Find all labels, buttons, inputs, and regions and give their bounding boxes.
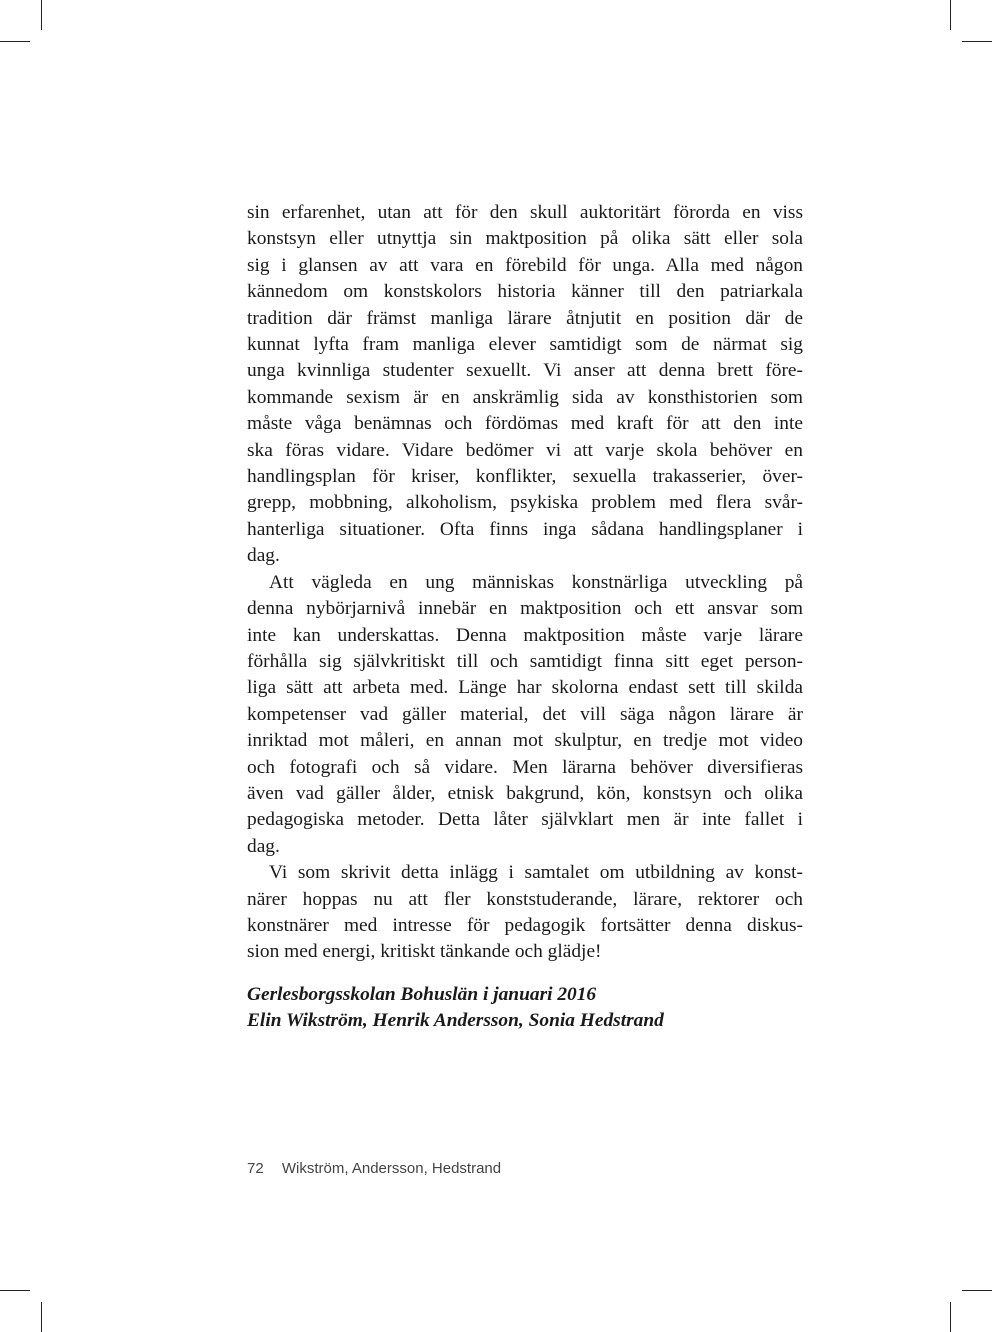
paragraph-2 [247,570,803,860]
text-line: konstsyn eller utnyttja sin maktposition på olika sätt eller sola [247,228,803,250]
running-head: Wikström, Andersson, Hedstrand [281,1160,502,1177]
text-line: sig i glansen av att vara en förebild för unga. Alla med någon [247,254,803,276]
text-line: kunnat lyfta fram manliga elever samtidigt som de närmat sig [247,334,803,356]
text-line: dag. [247,545,280,567]
page-footer [247,1160,501,1177]
paragraph-3 [247,860,803,966]
text-line: kännedom om konstskolors historia känner till den patriarkala [247,281,803,303]
text-line: ska föras vidare. Vidare bedömer vi att varje skola behöver en [247,439,803,461]
text-line: Vi som skrivit detta inlägg i samtalet om utbildning av konst- [269,862,803,884]
paragraph-1 [247,200,803,570]
text-line: även vad gäller ålder, etnisk bakgrund, kön, konstsyn och olika [247,782,803,804]
text-line: grepp, mobbning, alkoholism, psykiska problem med flera svår- [247,492,803,514]
text-line: kompetenser vad gäller material, det vill säga någon lärare är [247,703,803,725]
text-line: tradition där främst manliga lärare åtnjutit en position där de [247,307,803,329]
text-line: och fotografi och så vidare. Men lärarna behöver diversifieras [247,756,803,778]
text-line: unga kvinnliga studenter sexuellt. Vi anser att denna brett före- [247,360,803,382]
crop-mark-top-right-horizontal [962,41,992,42]
signature-place-date: Gerlesborgsskolan Bohuslän i januari 2016 [247,984,597,1005]
text-line: denna nybörjarnivå innebär en maktposition och ett ansvar som [247,598,803,620]
text-line: förhålla sig självkritiskt till och samtidigt finna sitt eget person- [247,650,803,672]
text-line: inriktad mot måleri, en annan mot skulptur, en tredje mot video [247,730,803,752]
crop-mark-bottom-right-vertical [950,1302,951,1332]
text-line: liga sätt att arbeta med. Länge har skolorna endast sett till skilda [247,677,803,699]
text-line: närer hoppas nu att fler konststuderande, lärare, rektorer och [247,888,803,910]
text-line: kommande sexism är en anskrämlig sida av konsthistorien som [247,386,803,408]
text-line: pedagogiska metoder. Detta låter självklart men är inte fallet i [247,809,803,831]
text-line: hanterliga situationer. Ofta finns inga sådana handlingsplaner i [247,518,803,540]
text-line: inte kan underskattas. Denna maktposition måste varje lärare [247,624,803,646]
text-line: måste våga benämnas och fördömas med kraft för att den inte [247,413,803,435]
text-line: handlingsplan för kriser, konflikter, sexuella trakasserier, över- [247,466,803,488]
text-line: sion med energi, kritiskt tänkande och glädje! [247,941,602,963]
crop-mark-top-left-horizontal [0,41,30,42]
text-line: konstnärer med intresse för pedagogik fortsätter denna diskus- [247,914,803,936]
text-line: Att vägleda en ung människas konstnärliga utveckling på [269,571,803,593]
crop-mark-top-right-vertical [950,0,951,30]
crop-mark-bottom-right-horizontal [962,1290,992,1291]
signature-block [247,982,803,1035]
text-line: dag. [247,835,280,857]
crop-mark-bottom-left-horizontal [0,1290,30,1291]
signature-authors: Elin Wikström, Henrik Andersson, Sonia Hedstrand [247,1010,664,1032]
crop-mark-top-left-vertical [41,0,42,30]
text-line: sin erfarenhet, utan att för den skull auktoritärt förorda en viss [247,202,803,223]
page-number: 72 [247,1160,264,1177]
crop-mark-bottom-left-vertical [41,1302,42,1332]
body-text [247,200,803,966]
